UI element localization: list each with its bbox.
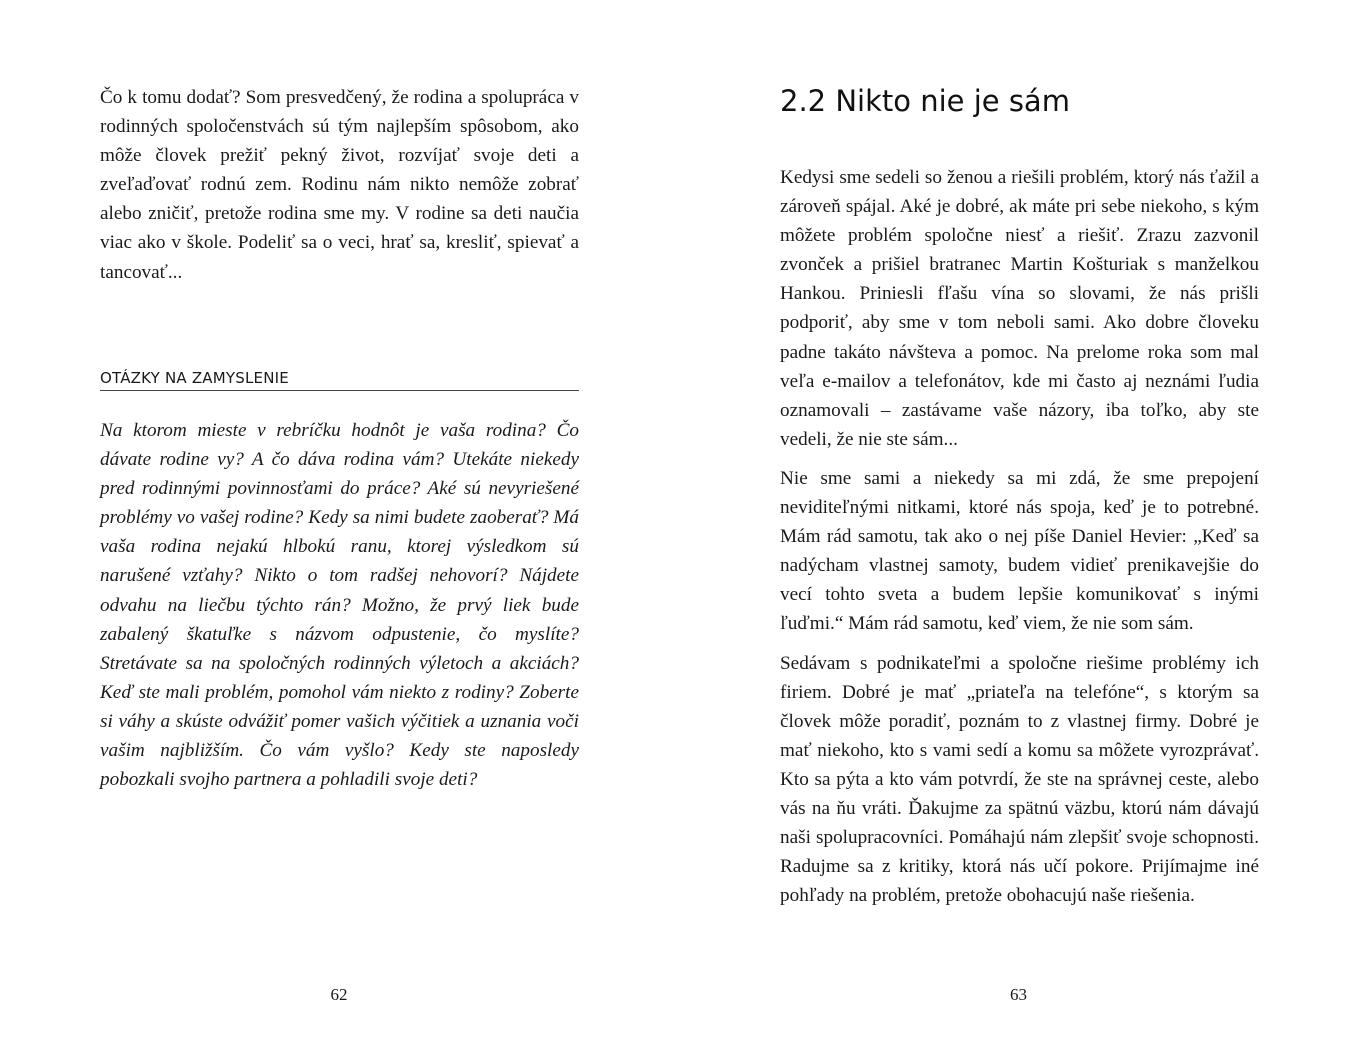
chapter-body <box>780 163 1259 920</box>
body-paragraph-3: Sedávam s podnikateľmi a spoločne riešime problémy ich firiem. Dobré je mať „priateľa na telefóne“, s ktorým sa človek môže poradiť, poznám to z vlastnej firmy. Dobré je mať niekoho, kto s vami sedí a komu sa môžete vyrozprávať. Kto sa pýta a kto vám potvrdí, že ste na správnej ceste, alebo vás na ňu vráti. Ďakujme za spätnú väzbu, ktorú nám dávajú naši spolupracovníci. Pomáhajú nám zlepšiť svoje schopnosti. Radujme sa z kritiky, ktorá nás učí pokore. Prijímajme iné pohľady na problém, pretože obohacujú naše riešenia. <box>780 652 1259 907</box>
intro-paragraph-block <box>100 83 579 287</box>
body-paragraph-2: Nie sme sami a niekedy sa mi zdá, že sme prepojení neviditeľnými nitkami, ktoré nás spoja, keď je to potrebné. Mám rád samotu, tak ako o nej píše Daniel Hevier: „Keď sa nadýcham vlastnej samoty, budem vidieť prenikavejšie do vecí tohto sveta a budem lepšie komunikovať s inými ľuďmi.“ Mám rád samotu, keď viem, že nie som sám. <box>780 467 1259 635</box>
intro-paragraph: Čo k tomu dodať? Som presvedčený, že rodina a spolupráca v rodinných spoločenstvách sú tým najlepším spôsobom, ako môže človek prežiť pekný život, rozvíjať svoje deti a zveľaďovať rodnú zem. Rodinu nám nikto nemôže zobrať alebo zničiť, pretože rodina sme my. V rodine sa deti naučia viac ako v škole. Podeliť sa o veci, hrať sa, kresliť, spievať a tancovať... <box>100 87 579 283</box>
body-paragraph-1: Kedysi sme sedeli so ženou a riešili problém, ktorý nás ťažil a zároveň spájal. Aké je dobré, ak máte pri sebe niekoho, s kým môžete problém spoločne niesť a riešiť. Zrazu zazvonil zvonček a prišiel bratranec Martin Košturiak s manželkou Hankou. Priniesli fľašu vína so slovami, že nás prišli podporiť, aby sme v tom neboli sami. Ako dobre človeku padne takáto návšteva a pomoc. Na prelome roka som mal veľa e-mailov a telefonátov, kde mi často aj neznámi ľudia oznamovali – zastávame vaše názory, iba toľko, aby ste vedeli, že nie ste sám... <box>780 167 1259 450</box>
questions-paragraph: Na ktorom mieste v rebríčku hodnôt je vaša rodina? Čo dávate rodine vy? A čo dáva rodina vám? Utekáte niekedy pred rodinnými povinnosťami do práce? Aké sú nevyriešené problémy vo vašej rodine? Kedy sa nimi budete zaoberať? Má vaša rodina nejakú hlbokú ranu, ktorej výsledkom sú narušené vzťahy? Nikto o tom radšej nehovorí? Nájdete odvahu na liečbu týchto rán? Možno, že prvý liek bude zabalený škatuľke s názvom odpustenie, čo myslíte? Stretávate sa na spoločných rodinných výletoch a akciách? Keď ste mali problém, pomohol vám niekto z rodiny? Zoberte si váhy a skúste odvážiť pomer vašich výčitiek a uznania voči vašim najbližším. Čo vám vyšlo? Kedy ste naposledy pobozkali svojho partnera a pohladili svoje deti? <box>100 420 579 791</box>
page-number-right: 63 <box>1010 985 1027 1004</box>
questions-heading: OTÁZKY NA ZAMYSLENIE <box>100 368 579 391</box>
right-page <box>680 0 1359 1063</box>
questions-block <box>100 416 579 794</box>
page-number-left: 62 <box>330 985 348 1004</box>
chapter-title: 2.2 Nikto nie je sám <box>780 84 1070 118</box>
